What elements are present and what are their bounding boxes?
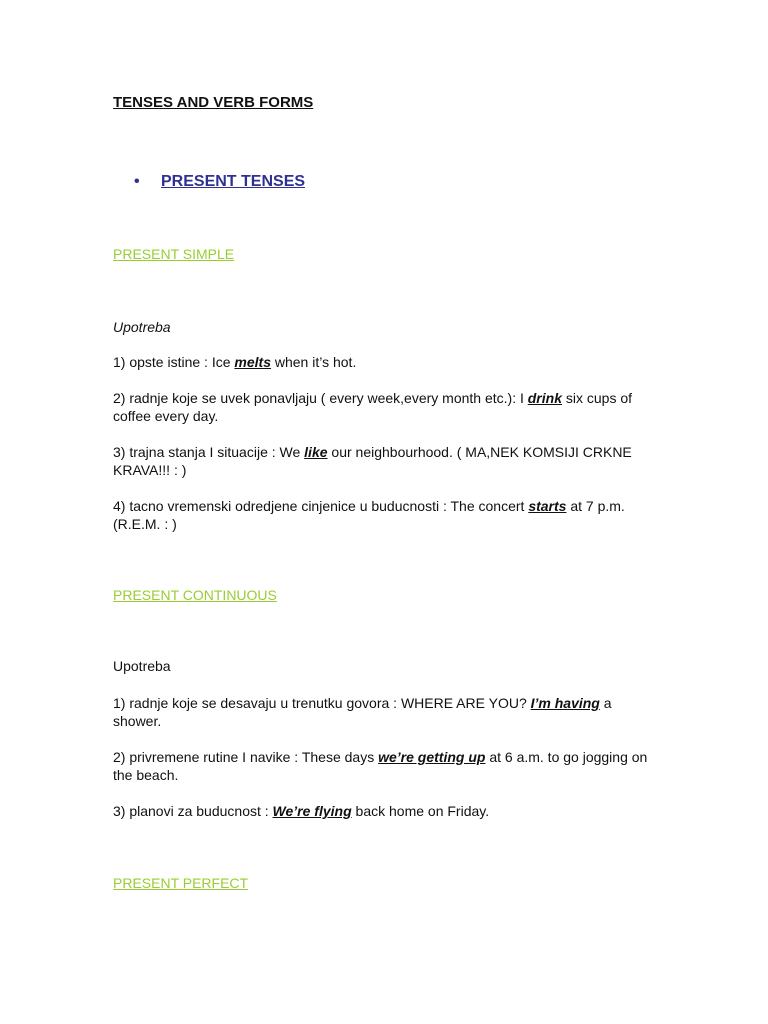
example-verb: We’re flying bbox=[272, 803, 352, 819]
usage-item bbox=[113, 802, 658, 820]
usage-item-text: back home on Friday. bbox=[351, 803, 490, 819]
usage-item-text: 2) privremene rutine I navike : These days bbox=[113, 749, 379, 765]
example-verb: drink bbox=[527, 390, 562, 406]
section-heading-present-continuous: PRESENT CONTINUOUS bbox=[113, 587, 277, 603]
section-heading-present-simple: PRESENT SIMPLE bbox=[113, 246, 235, 262]
example-verb: I’m having bbox=[530, 695, 600, 711]
section-heading-present-perfect: PRESENT PERFECT bbox=[113, 875, 249, 891]
example-verb: we’re getting up bbox=[378, 749, 486, 765]
usage-item-text: 4) tacno vremenski odredjene cinjenice u buducnosti : The concert bbox=[113, 498, 529, 514]
example-verb: starts bbox=[528, 498, 567, 514]
usage-item-text: 3) planovi za buducnost : bbox=[113, 803, 273, 819]
usage-item-text: at 7 p.m. (R.E.M. : ) bbox=[113, 498, 625, 532]
usage-label-present-simple: Upotreba bbox=[113, 319, 171, 335]
usage-item bbox=[113, 353, 658, 371]
usage-item bbox=[113, 694, 658, 730]
usage-item-text: at 6 a.m. to go jogging on the beach. bbox=[113, 749, 648, 783]
usage-item-text: a shower. bbox=[113, 695, 612, 729]
example-verb: like bbox=[304, 444, 328, 460]
example-verb: melts bbox=[234, 354, 271, 370]
usage-item-text: when it’s hot. bbox=[270, 354, 357, 370]
usage-item-text: 3) trajna stanja I situacije : We bbox=[113, 444, 305, 460]
bullet-icon: • bbox=[134, 173, 140, 190]
usage-item bbox=[113, 748, 658, 784]
usage-item-text: 2) radnje koje se uvek ponavljaju ( every week,every month etc.): I bbox=[113, 390, 528, 406]
usage-item-text: 1) opste istine : Ice bbox=[113, 354, 235, 370]
usage-item bbox=[113, 389, 658, 425]
usage-item-text: 1) radnje koje se desavaju u trenutku govora : WHERE ARE YOU? bbox=[113, 695, 531, 711]
bullet-heading-present-tenses bbox=[134, 173, 305, 191]
usage-item-text: our neighbourhood. ( MA,NEK KOMSIJI CRKNE KRAVA!!! : ) bbox=[113, 444, 632, 478]
usage-label-present-continuous: Upotreba bbox=[113, 658, 171, 674]
bullet-heading-label: PRESENT TENSES bbox=[161, 173, 306, 190]
usage-item-text: six cups of coffee every day. bbox=[113, 390, 633, 424]
document-title: TENSES AND VERB FORMS bbox=[113, 94, 314, 111]
usage-item bbox=[113, 443, 658, 479]
usage-item bbox=[113, 497, 658, 533]
